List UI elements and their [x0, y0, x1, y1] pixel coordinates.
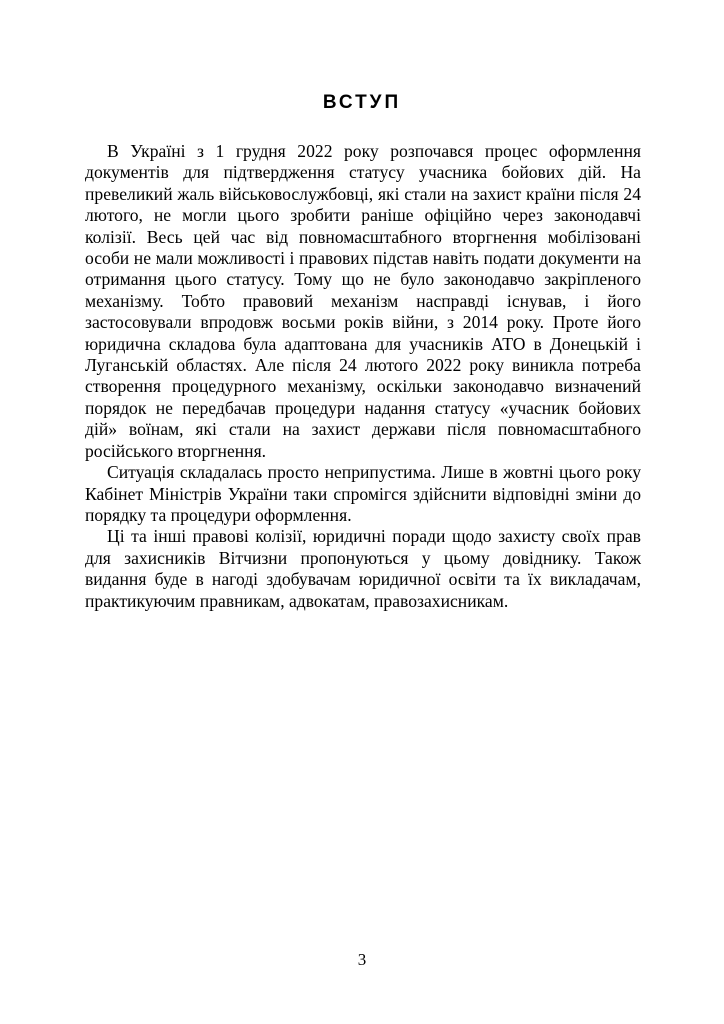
section-title: ВСТУП — [322, 92, 402, 113]
body-text — [85, 141, 641, 612]
paragraph-1: В Україні з 1 грудня 2022 року розпочався процес оформлення документів для підтвердження статусу учасника бойових дій. На превеликий жаль військовослужбовці, які стали на захист країни після 24 лютого, не могли цього зробити раніше офіційно через законодавчі колізії. Весь цей час від повномасштабного вторгнення мобілізовані особи не мали можливості і правових підстав навіть подати документи на отримання цього статусу. Тому що не було законодавчо закріпленого механізму. Тобто правовий механізм насправді існував, і його застосовували впродовж восьми років війни, з 2014 року. Проте його юридична складова була адаптована для учасників АТО в Донецькій і Луганській областях. Але після 24 лютого 2022 року виникла потреба створення процедурного механізму, оскільки законодавчо визначений порядок не передбачав процедури надання статусу «учасник бойових дій» воїнам, які стали на захист держави після повномасштабного російського вторгнення. — [85, 141, 641, 461]
page-number: 3 — [357, 950, 367, 969]
paragraph-2: Ситуація складалась просто неприпустима. Лише в жовтні цього року Кабінет Міністрів України таки спромігся здійснити відповідні зміни до порядку та процедури оформлення. — [85, 462, 641, 525]
paragraph-3: Ці та інші правові колізії, юридичні поради щодо захисту своїх прав для захисників Вітчизни пропонуються у цьому довіднику. Також видання буде в нагоді здобувачам юридичної освіти та їх викладачам, практикуючим правникам, адвокатам, правозахисникам. — [85, 526, 641, 611]
